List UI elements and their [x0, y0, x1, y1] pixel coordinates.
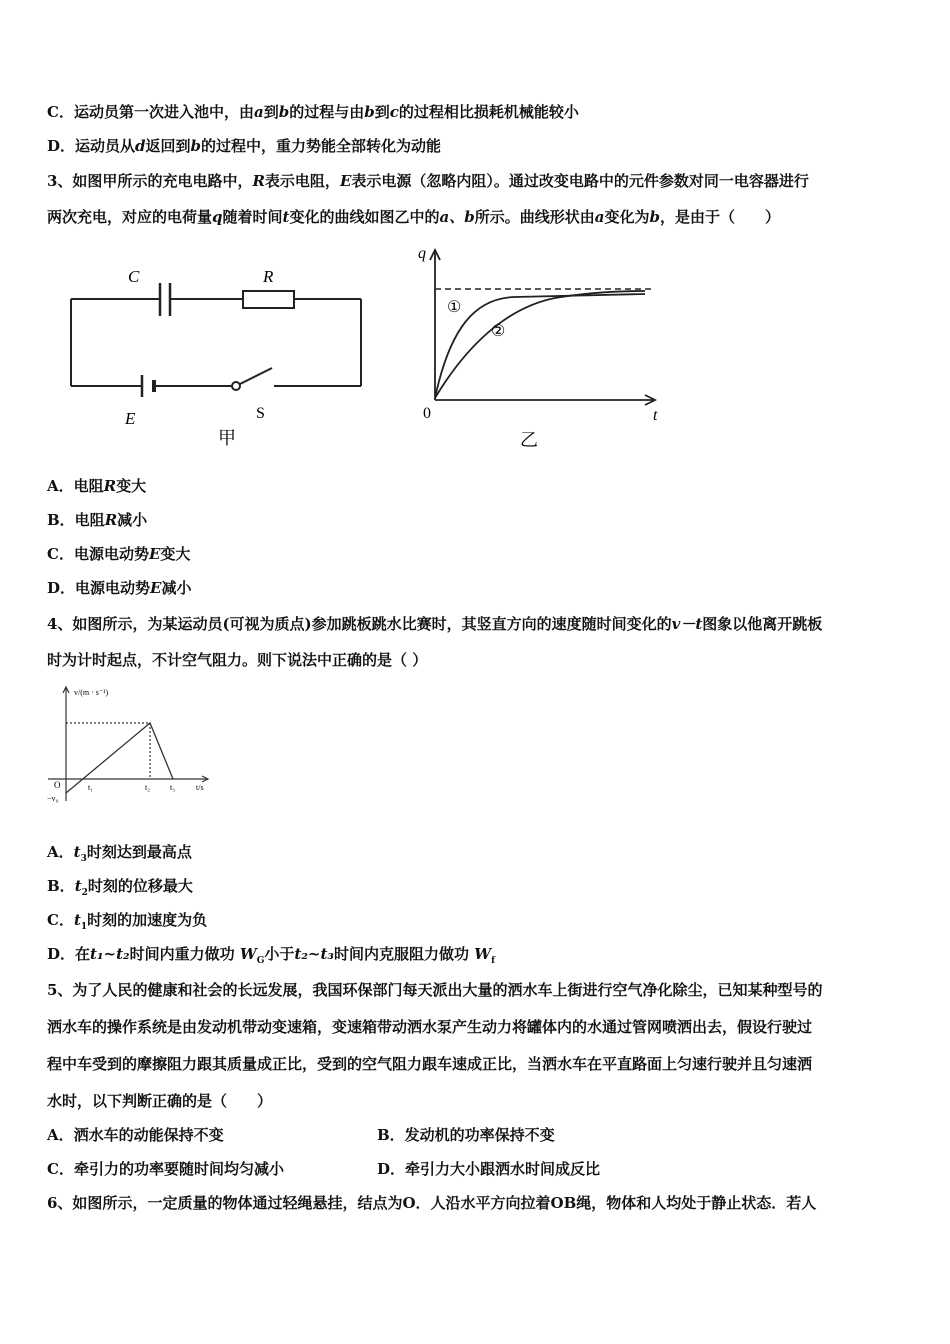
- t2-label: t₂: [145, 783, 151, 792]
- circuit-diagram: [60, 258, 380, 454]
- t3-label: t₃: [170, 783, 176, 792]
- switch-symbol: [232, 382, 240, 390]
- q5-stem-line3: 程中车受到的摩擦阻力跟其质量成正比，受到的空气阻力跟车速成正比，当洒水车在平直路面上匀速行驶并且匀速洒: [47, 1055, 813, 1073]
- q3-option-d: D．电源电动势E减小: [47, 579, 192, 597]
- t1-label: t₁: [88, 783, 94, 792]
- q5-option-d: D．牵引力大小跟洒水时间成反比: [377, 1160, 601, 1178]
- neg-v0-label: −v₀: [47, 794, 59, 803]
- caption-jia: 甲: [218, 428, 236, 448]
- q5-option-b: B．发动机的功率保持不变: [377, 1126, 555, 1144]
- q3-option-b: B．电阻R减小: [47, 511, 148, 529]
- label-C: C: [128, 267, 140, 286]
- q4-stem-line1: 4、如图所示，为某运动员(可视为质点)参加跳板跳水比赛时，其竖直方向的速度随时间变化的v－t图象以他离开跳板: [47, 615, 823, 633]
- label-E: E: [125, 409, 136, 428]
- q3-stem-line2: 两次充电，对应的电荷量q随着时间t变化的曲线如图乙中的a、b所示。曲线形状由a变化为b，是由于（ ）: [47, 208, 780, 226]
- t-axis-label: t: [653, 407, 658, 424]
- q3-option-a: A．电阻R变大: [47, 477, 147, 495]
- q4-option-a: A．$t_3$时刻达到最高点: [47, 843, 192, 864]
- origin-label: 0: [423, 405, 431, 422]
- label-S: S: [256, 405, 265, 422]
- q4-option-b: B．$t_2$时刻的位移最大: [47, 877, 193, 898]
- q4-option-d: D．在t₁~t₂时间内重力做功 $W_G$小于t₂~t₃时间内克服阻力做功 $W_f$: [47, 945, 495, 966]
- q5-stem-line2: 洒水车的操作系统是由发动机带动变速箱，变速箱带动洒水泵产生动力将罐体内的水通过管网喷洒出去，假设行驶过: [47, 1018, 813, 1036]
- q5-stem-line1: 5、为了人民的健康和社会的长远发展，我国环保部门每天派出大量的洒水车上街进行空气净化除尘，已知某种型号的: [47, 981, 823, 999]
- resistor-symbol: [243, 291, 294, 308]
- t-axis-label: t/s: [196, 783, 204, 792]
- curve-1: [435, 294, 645, 398]
- q3-stem-line1: 3、如图甲所示的充电电路中，R表示电阻，E表示电源（忽略内阻）。通过改变电路中的元件参数对同一电容器进行: [47, 172, 809, 190]
- q6-stem-line1: 6、如图所示，一定质量的物体通过轻绳悬挂，结点为O．人沿水平方向拉着OB绳，物体和人均处于静止状态．若人: [47, 1194, 817, 1212]
- velocity-time-graph: [46, 683, 218, 813]
- v-axis-label: v/(m · s⁻¹): [74, 688, 109, 697]
- origin-label: O: [54, 780, 61, 790]
- curve-1-label: ①: [447, 299, 462, 316]
- q4-option-c: C．$t_1$时刻的加速度为负: [47, 911, 208, 932]
- q2-option-d: D．运动员从d返回到b的过程中，重力势能全部转化为动能: [47, 137, 442, 155]
- q5-option-c: C．牵引力的功率要随时间均匀减小: [47, 1160, 284, 1178]
- velocity-line: [66, 723, 176, 793]
- q4-stem-line2: 时为计时起点，不计空气阻力。则下说法中正确的是（ ）: [47, 651, 428, 669]
- charge-time-graph: [405, 238, 675, 454]
- q5-stem-line4: 水时，以下判断正确的是（ ）: [47, 1092, 273, 1110]
- curve-2: [435, 291, 645, 398]
- q-axis-label: q: [418, 245, 426, 262]
- curve-2-label: ②: [491, 323, 506, 340]
- caption-yi: 乙: [520, 430, 538, 450]
- q5-option-a: A．洒水车的动能保持不变: [47, 1126, 224, 1144]
- q3-option-c: C．电源电动势E变大: [47, 545, 191, 563]
- q2-option-c: C．运动员第一次进入池中，由a到b的过程与由b到c的过程相比损耗机械能较小: [47, 103, 579, 121]
- label-R: R: [263, 267, 274, 286]
